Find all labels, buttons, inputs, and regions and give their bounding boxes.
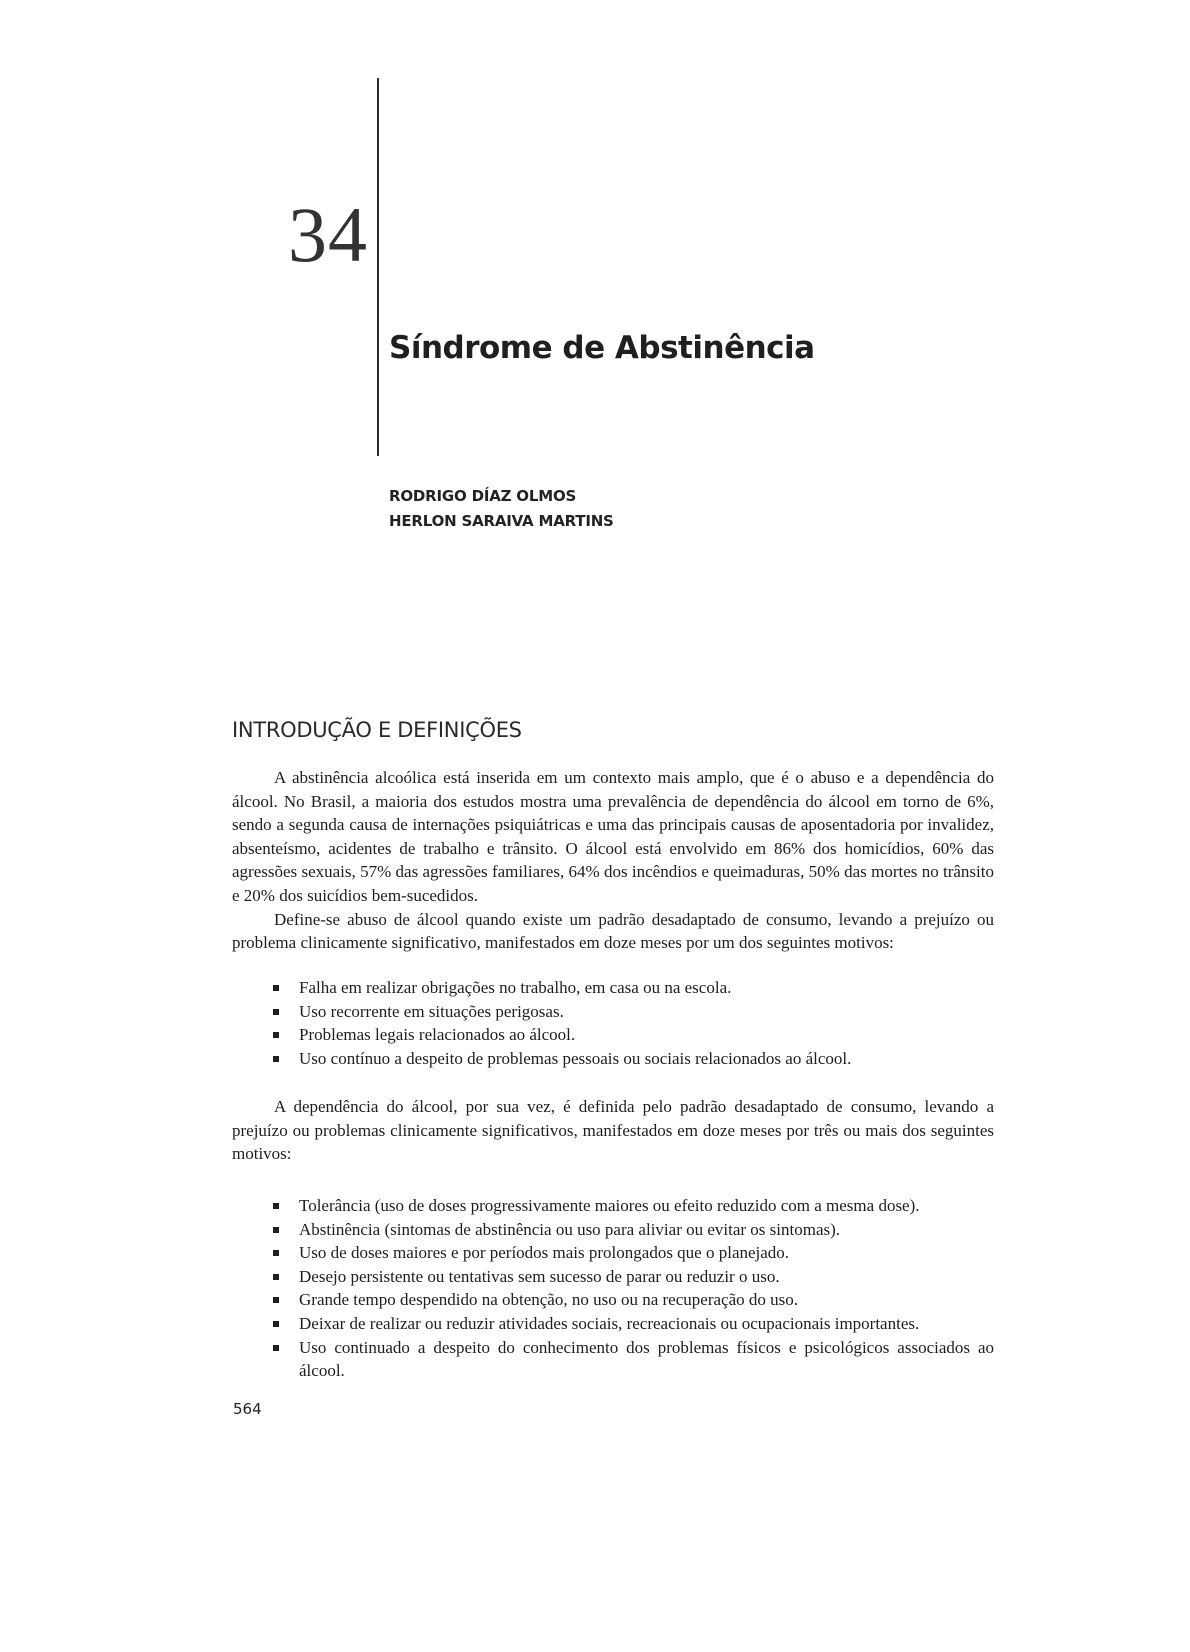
- list-item: Uso de doses maiores e por períodos mais prolongados que o planejado.: [232, 1241, 994, 1265]
- list-item: Deixar de realizar ou reduzir atividades sociais, recreacionais ou ocupacionais importantes.: [232, 1312, 994, 1336]
- bullet-icon: [273, 1203, 279, 1209]
- list-item: Grande tempo despendido na obtenção, no uso ou na recuperação do uso.: [232, 1288, 994, 1312]
- page-number: 564: [233, 1400, 262, 1418]
- bullet-icon: [273, 1009, 279, 1015]
- list-item: Problemas legais relacionados ao álcool.: [232, 1023, 994, 1047]
- list-item: Desejo persistente ou tentativas sem sucesso de parar ou reduzir o uso.: [232, 1265, 994, 1289]
- abuse-criteria-list: [232, 976, 994, 1070]
- list-item: Abstinência (sintomas de abstinência ou uso para aliviar ou evitar os sintomas).: [232, 1218, 994, 1242]
- list-item: Tolerância (uso de doses progressivamente maiores ou efeito reduzido com a mesma dose).: [232, 1194, 994, 1218]
- list-item: Falha em realizar obrigações no trabalho, em casa ou na escola.: [232, 976, 994, 1000]
- bullet-icon: [273, 1321, 279, 1327]
- author-list: [389, 484, 614, 534]
- bullet-icon: [273, 1056, 279, 1062]
- list-item: Uso contínuo a despeito de problemas pessoais ou sociais relacionados ao álcool.: [232, 1047, 994, 1071]
- bullet-icon: [273, 1032, 279, 1038]
- body-paragraph: A dependência do álcool, por sua vez, é definida pelo padrão desadaptado de consumo, levando a prejuízo ou problemas clinicamente significativos, manifestados em doze meses por três ou mais dos seguintes motivos:: [232, 1097, 994, 1164]
- chapter-title: Síndrome de Abstinência: [389, 330, 815, 366]
- bullet-icon: [273, 1227, 279, 1233]
- bullet-icon: [273, 1345, 279, 1351]
- chapter-divider-rule: [377, 78, 379, 456]
- author-name: HERLON SARAIVA MARTINS: [389, 512, 614, 530]
- list-item: Uso continuado a despeito do conhecimento dos problemas físicos e psicológicos associados ao álcool.: [232, 1336, 994, 1383]
- body-paragraph: Define-se abuso de álcool quando existe um padrão desadaptado de consumo, levando a prejuízo ou problema clinicamente significativo, manifestados em doze meses por um dos seguintes motivos:: [232, 909, 994, 953]
- bullet-icon: [273, 1250, 279, 1256]
- author-name: RODRIGO DÍAZ OLMOS: [389, 487, 577, 505]
- dependence-criteria-list: [232, 1194, 994, 1383]
- intro-text-block: [232, 766, 994, 955]
- bullet-icon: [273, 1274, 279, 1280]
- bullet-icon: [273, 985, 279, 991]
- chapter-number: 34: [288, 191, 368, 278]
- bullet-icon: [273, 1297, 279, 1303]
- dependence-text-block: [232, 1095, 994, 1166]
- section-heading: INTRODUÇÃO E DEFINIÇÕES: [232, 718, 522, 742]
- list-item: Uso recorrente em situações perigosas.: [232, 1000, 994, 1024]
- body-paragraph: A abstinência alcoólica está inserida em um contexto mais amplo, que é o abuso e a dependência do álcool. No Brasil, a maioria dos estudos mostra uma prevalência de dependência do álcool em torno de 6%, sendo a segunda causa de internações psiquiátricas e uma das principais causas de aposentadoria por invalidez, absenteísmo, acidentes de trabalho e trânsito. O álcool está envolvido em 86% dos homicídios, 60% das agressões sexuais, 57% das agressões familiares, 64% dos incêndios e queimaduras, 50% das mortes no trânsito e 20% dos suicídios bem-sucedidos.: [232, 768, 994, 905]
